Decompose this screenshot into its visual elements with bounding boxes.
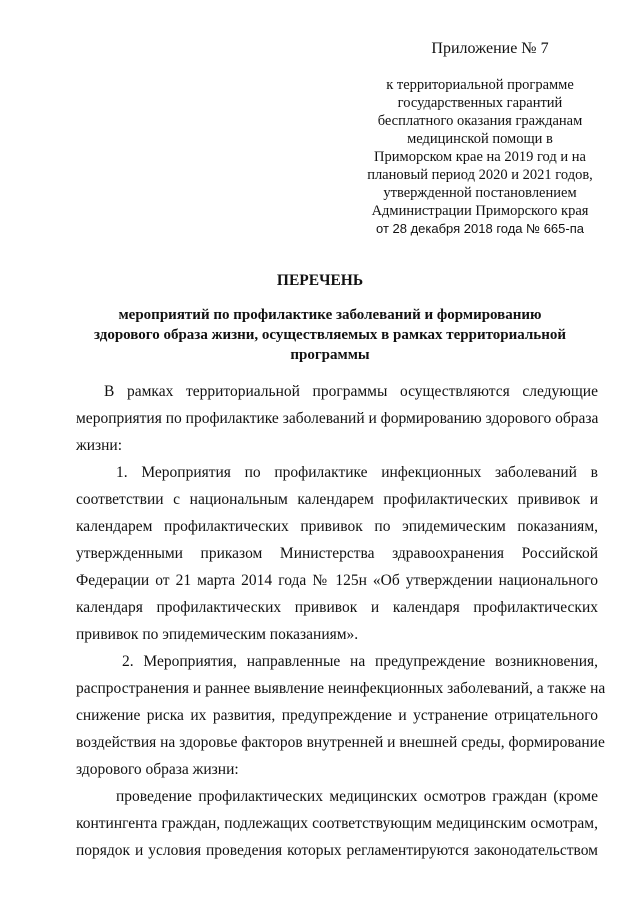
paragraph-line: проведение профилактических медицинских осмотров граждан (кроме [116,788,598,805]
item-2-paragraph [76,648,606,783]
appendix-block [355,40,605,238]
paragraph-line: прививок по эпидемическим показаниям». [76,626,359,643]
paragraph-line: снижение риска их развития, предупреждение и устранение отрицательного [76,707,598,724]
paragraph-line: порядок и условия проведения которых регламентируются законодательством [76,842,598,859]
appendix-line: утвержденной постановлением [383,185,577,201]
paragraph-line: Федерации от 21 марта 2014 года № 125н «Об утверждении национального [76,572,598,589]
paragraph-line: В рамках территориальной программы осуществляются следующие [104,383,598,400]
appendix-line: бесплатного оказания гражданам [377,113,583,129]
intro-paragraph [76,378,598,459]
paragraph-line: распространения и раннее выявление неинфекционных заболеваний, а также на [76,680,606,697]
paragraph-line: здорового образа жизни: [76,761,239,778]
paragraph-line: жизни: [76,437,123,454]
appendix-lines [355,76,605,238]
appendix-title: Приложение № 7 [431,40,549,57]
paragraph-line: 2. Мероприятия, направленные на предупреждение возникновения, [122,653,598,670]
paragraph-line: соответствии с национальным календарем профилактических прививок и [76,491,598,508]
paragraph-line: воздействия на здоровье факторов внутренней и внешней среды, формирование [76,734,605,751]
subtitle-line: здорового образа жизни, осуществляемых в рамках территориальной [93,327,567,343]
subtitle-line: программы [290,347,370,363]
subtitle-line: мероприятий по профилактике заболеваний и формированию [118,307,542,323]
appendix-line: к территориальной программе [386,77,574,93]
document-body [76,378,606,864]
paragraph-line: 1. Мероприятия по профилактике инфекционных заболеваний в [116,464,598,481]
document-title: ПЕРЕЧЕНЬ [276,272,364,289]
appendix-line: медицинской помощи в [407,131,553,147]
appendix-line: Администрации Приморского края [371,203,589,219]
paragraph-line: мероприятия по профилактике заболеваний и формированию здорового образа [76,410,599,427]
document-subtitle [70,305,590,365]
appendix-line: плановый период 2020 и 2021 годов, [367,167,593,183]
paragraph-line: календарем профилактических прививок по эпидемическим показаниям, [76,518,598,535]
appendix-stamp: от 28 декабря 2018 года № 665-па [376,221,584,236]
paragraph-line: утвержденными приказом Министерства здравоохранения Российской [76,545,598,562]
item-1-paragraph [76,459,598,648]
paragraph-line: контингента граждан, подлежащих соответствующим медицинским осмотрам, [76,815,598,832]
appendix-line: государственных гарантий [397,95,563,111]
paragraph-line: календаря профилактических прививок и календаря профилактических [76,599,598,616]
appendix-line: Приморском крае на 2019 год и на [374,149,586,165]
item-2-sub-paragraph [76,783,598,864]
